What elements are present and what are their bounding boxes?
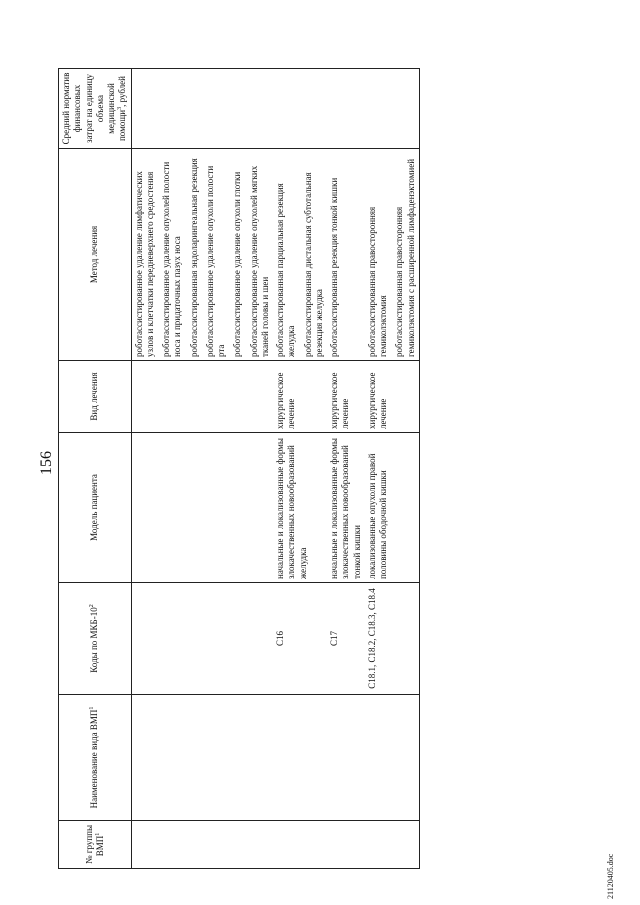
cell-model: начальные и локализованные формы злокачественных новообразований тонкой кишки bbox=[327, 433, 365, 583]
cell-type: хирургическое лечение bbox=[327, 361, 365, 433]
page-number: 156 bbox=[38, 451, 55, 475]
method-item: роботассистированное удаление опухоли полости рта bbox=[204, 165, 226, 357]
table-header-row bbox=[59, 69, 132, 869]
method-item: роботассистированное удаление опухолей полости носа и придаточных пазух носа bbox=[161, 161, 183, 357]
method-item: роботассистированная эндоларингеальная резекция bbox=[188, 158, 199, 357]
cell-type bbox=[131, 361, 273, 433]
method-item: роботассистированное удаление опухоли глотки bbox=[232, 171, 243, 357]
table-row bbox=[131, 69, 273, 869]
cell-type: хирургическое лечение bbox=[365, 361, 420, 433]
header-avg-cost: Средний норматив финансовых затрат на единицу объема медицинской помощи$^3$, рублей bbox=[59, 69, 132, 149]
header-patient-model: Модель пациента bbox=[59, 433, 132, 583]
cell-codes: C18.1, C18.2, C18.3, C18.4 bbox=[365, 583, 420, 695]
cell-codes: C16 bbox=[273, 583, 327, 695]
cell-group bbox=[273, 821, 327, 869]
cell-cost bbox=[273, 69, 327, 149]
cell-codes bbox=[131, 583, 273, 695]
method-item: роботассистированная дистальная субтотальная резекция желудка bbox=[302, 172, 324, 357]
cell-cost bbox=[365, 69, 420, 149]
cell-name bbox=[131, 695, 273, 821]
cell-type: хирургическое лечение bbox=[273, 361, 327, 433]
cell-model: локализованные опухоли правой половины ободочной кишки bbox=[365, 433, 420, 583]
cell-name bbox=[273, 695, 327, 821]
cell-group bbox=[327, 821, 365, 869]
cell-model bbox=[131, 433, 273, 583]
method-item: роботассистированная правосторонняя гемиколэктомия bbox=[366, 206, 388, 357]
method-item: роботассистированное удаление лимфатических узлов и клетчатки передневерхнего средостения bbox=[133, 171, 155, 357]
method-item: роботассистированная правосторонняя гемиколэктомия с расширенной лимфаденэктомией bbox=[394, 158, 416, 357]
cell-methods bbox=[365, 149, 420, 361]
table-row bbox=[365, 69, 420, 869]
cell-methods bbox=[131, 149, 273, 361]
table-row bbox=[273, 69, 327, 869]
header-group-no: № группы ВМП$^1$ bbox=[59, 821, 132, 869]
cell-name bbox=[365, 695, 420, 821]
footer-filename: 21120405.doc bbox=[606, 853, 615, 899]
header-vmp-name: Наименование вида ВМП$^1$ bbox=[59, 695, 132, 821]
method-item: роботассистированная парциальная резекция желудка bbox=[275, 183, 297, 357]
method-item: роботассистированное удаление опухолей мягких тканей головы и шеи bbox=[248, 165, 270, 357]
cell-codes: C17 bbox=[327, 583, 365, 695]
cell-methods bbox=[327, 149, 365, 361]
header-treatment-method: Метод лечения bbox=[59, 149, 132, 361]
cell-group bbox=[365, 821, 420, 869]
header-treatment-type: Вид лечения bbox=[59, 361, 132, 433]
header-mkb-codes: Коды по МКБ-$10^2$ bbox=[59, 583, 132, 695]
vmp-table bbox=[58, 68, 420, 869]
cell-cost bbox=[327, 69, 365, 149]
cell-name bbox=[327, 695, 365, 821]
method-item: роботассистированная резекция тонкой кишки bbox=[329, 177, 339, 357]
cell-methods bbox=[273, 149, 327, 361]
cell-model: начальные и локализованные формы злокачественных новообразований желудка bbox=[273, 433, 327, 583]
cell-cost bbox=[131, 69, 273, 149]
cell-group bbox=[131, 821, 273, 869]
table-row bbox=[327, 69, 365, 869]
